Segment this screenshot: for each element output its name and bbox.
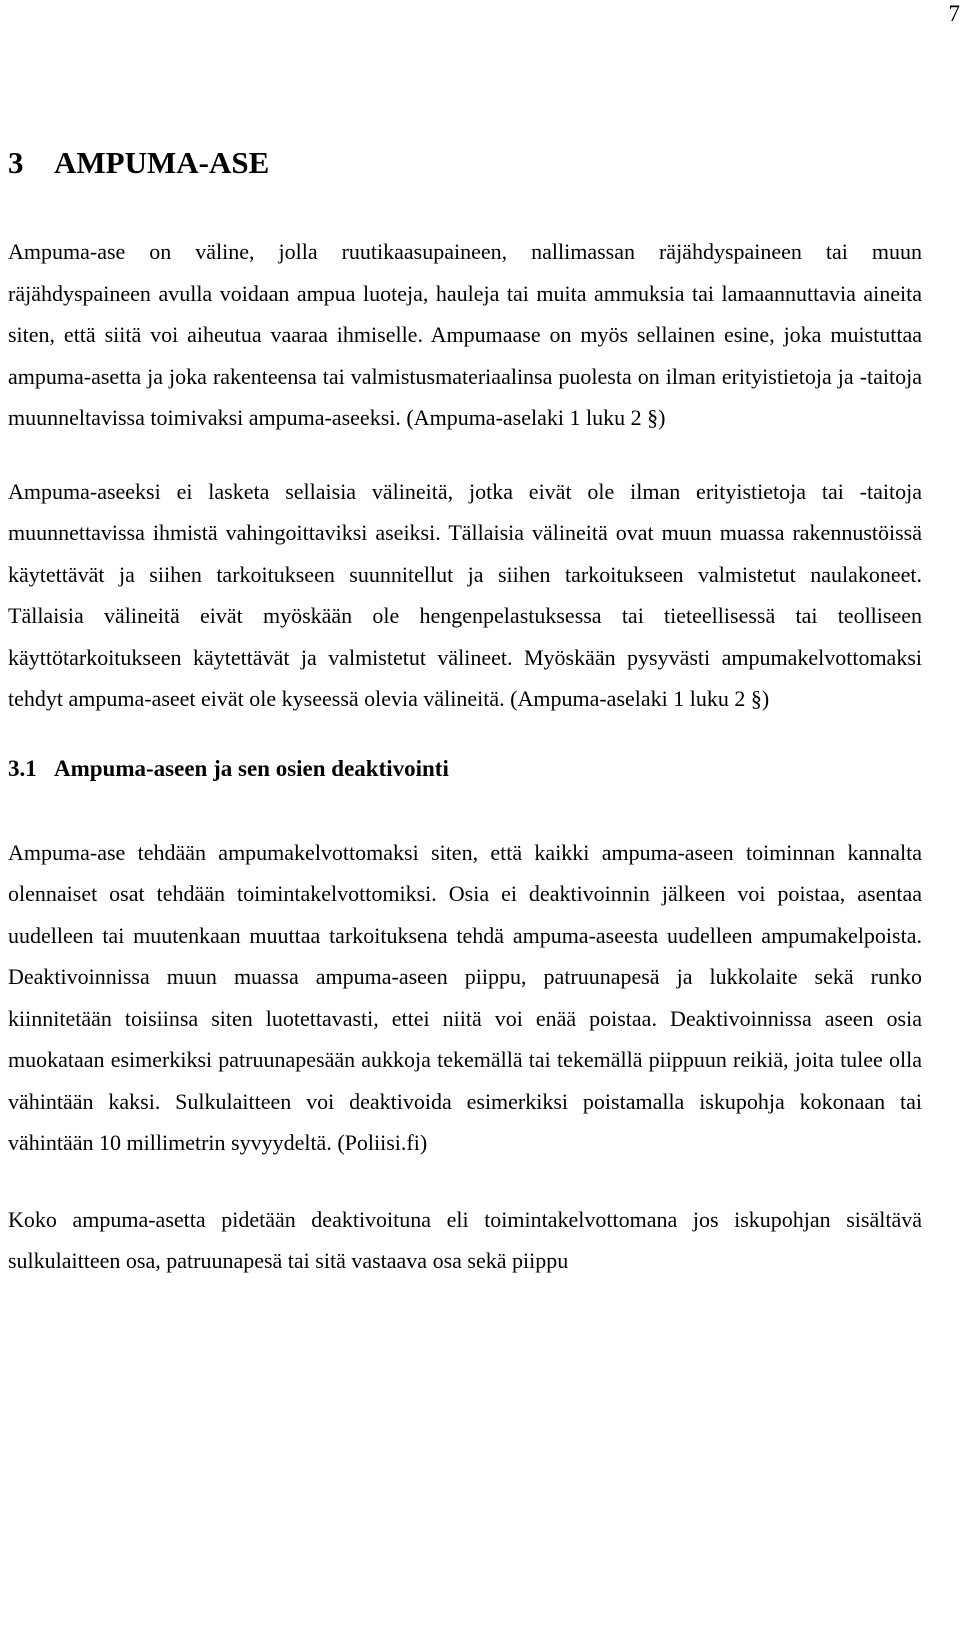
page-number: 7	[948, 1, 960, 26]
paragraph-exclusions: Ampuma-aseeksi ei lasketa sellaisia välineitä, jotka eivät ole ilman erityistietoja tai -taitoja muunnettavissa ihmistä vahingoittaviksi aseiksi. Tällaisia välineitä ovat muun muassa rakennustöissä käytettävät ja siihen tarkoitukseen suunnitellut ja siihen tarkoitukseen valmistetut naulakoneet. Tällaisia välineitä eivät myöskään ole hengenpelastuksessa tai tieteellisessä tai teolliseen käyttötarkoitukseen käytettävät ja valmistetut välineet. Myöskään pysyvästi ampumakelvottomaksi tehdyt ampuma-aseet eivät ole kyseessä olevia välineitä. (Ampuma-aselaki 1 luku 2 §)	[8, 478, 922, 711]
section-title: AMPUMA-ASE	[54, 145, 270, 180]
section-heading	[8, 139, 922, 187]
page-content	[8, 139, 922, 1282]
section-number: 3	[8, 145, 24, 180]
subsection-heading	[8, 744, 922, 794]
paragraph-deactivated-definition: Koko ampuma-asetta pidetään deaktivoituna eli toimintakelvottomana jos iskupohjan sisältävä sulkulaitteen osa, patruunapesä tai sitä vastaava osa sekä piippu	[8, 1206, 922, 1273]
paragraph-definition: Ampuma-ase on väline, jolla ruutikaasupaineen, nallimassan räjähdyspaineen tai muun räjähdyspaineen avulla voidaan ampua luoteja, hauleja tai muita ammuksia tai lamaannuttavia aineita siten, että siitä voi aiheutua vaaraa ihmiselle. Ampumaase on myös sellainen esine, joka muistuttaa ampuma-asetta ja joka rakenteensa tai valmistusmateriaalinsa puolesta on ilman erityistietoja ja -taitoja muunneltavissa toimivaksi ampuma-aseeksi. (Ampuma-aselaki 1 luku 2 §)	[8, 239, 922, 430]
subsection-number: 3.1	[8, 755, 37, 781]
paragraph-deactivation: Ampuma-ase tehdään ampumakelvottomaksi siten, että kaikki ampuma-aseen toiminnan kannalta olennaiset osat tehdään toimintakelvottomiksi. Osia ei deaktivoinnin jälkeen voi poistaa, asentaa uudelleen tai muutenkaan muuttaa tarkoituksena tehdä ampuma-aseesta uudelleen ampumakelpoista. Deaktivoinnissa muun muassa ampuma-aseen piippu, patruunapesä ja lukkolaite sekä runko kiinnitetään toisiinsa siten luotettavasti, ettei niitä voi enää poistaa. Deaktivoinnissa aseen osia muokataan esimerkiksi patruunapesään aukkoja tekemällä tai tekemällä piippuun reikiä, joita tulee olla vähintään kaksi. Sulkulaitteen voi deaktivoida esimerkiksi poistamalla iskupohja kokonaan tai vähintään 10 millimetrin syvyydeltä. (Poliisi.fi)	[8, 839, 922, 1155]
subsection-title: Ampuma-aseen ja sen osien deaktivointi	[54, 755, 449, 781]
